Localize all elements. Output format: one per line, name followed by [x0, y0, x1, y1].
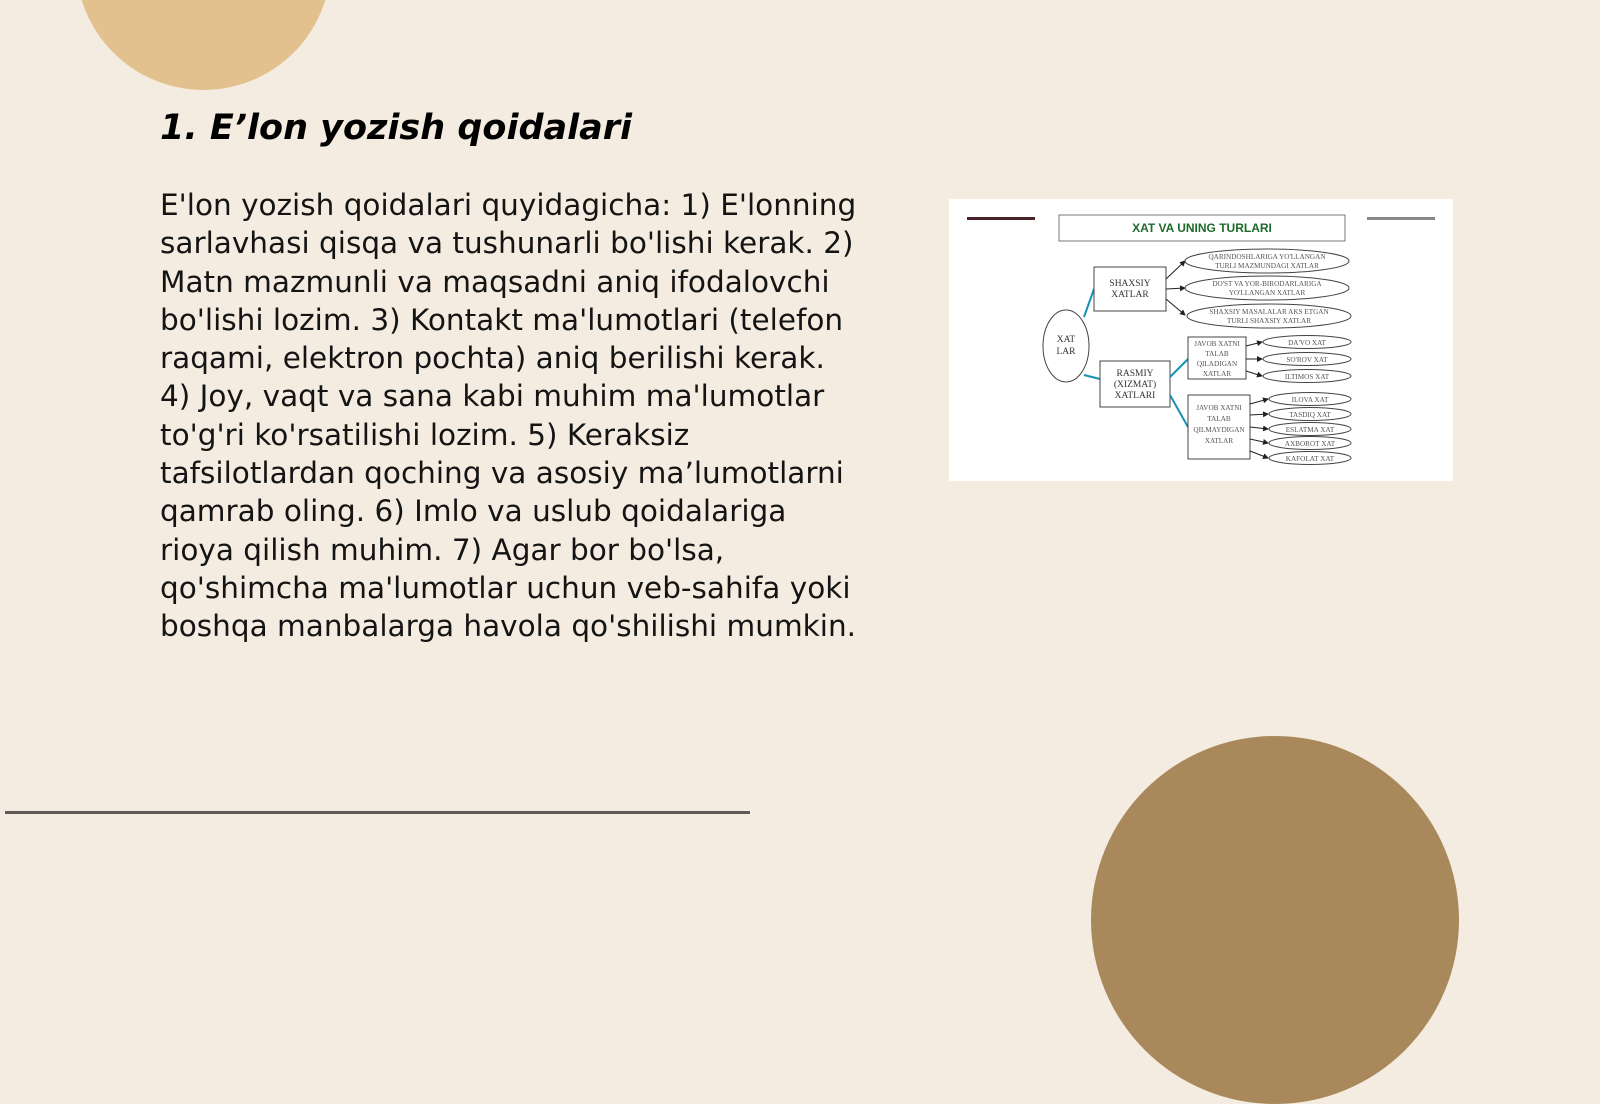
diagram-arrow [1250, 399, 1268, 404]
diagram-root-label-1: XAT [1056, 335, 1076, 345]
diagram-leaf-text: SO'ROV XAT [1286, 356, 1328, 364]
diagram-arrow [1250, 427, 1268, 429]
diagram-noreply-label: JAVOB XATNI [1196, 404, 1242, 412]
diagram-connector [1170, 395, 1188, 427]
diagram-corner-bar-right [1367, 217, 1435, 220]
diagram-noreply-label: XATLAR [1204, 437, 1234, 445]
diagram-leaf-text: TASDIQ XAT [1289, 411, 1331, 419]
diagram-arrow [1250, 414, 1268, 415]
diagram-connector [1170, 359, 1188, 377]
diagram-leaf-text: TURLI MAZMUNDAGI XATLAR [1215, 262, 1319, 270]
diagram-personal-label-2: XATLAR [1111, 290, 1149, 300]
diagram-leaf-text: ESLATMA XAT [1285, 426, 1335, 434]
diagram-arrow [1166, 261, 1185, 279]
diagram-corner-bar-left [967, 217, 1035, 220]
diagram-reply-label: TALAB [1205, 350, 1229, 358]
diagram-leaf-text: ILTIMOS XAT [1284, 373, 1330, 381]
diagram-reply-label: XATLAR [1202, 370, 1232, 378]
diagram-arrow [1250, 439, 1268, 443]
horizontal-divider [5, 811, 750, 814]
diagram-noreply-label: QILMAYDIGAN [1193, 426, 1245, 434]
decorative-circle-top [76, 0, 331, 90]
diagram-official-label-2: (XIZMAT) [1113, 380, 1157, 390]
diagram-arrow [1166, 288, 1185, 289]
diagram-arrow [1166, 299, 1185, 315]
diagram-root-label-2: LAR [1056, 347, 1076, 357]
diagram-arrow [1246, 371, 1262, 376]
diagram-noreply-label: TALAB [1207, 415, 1231, 423]
diagram-leaf-text: QARINDOSHLARIGA YO'LLANGAN [1208, 253, 1326, 261]
diagram-leaf-text: DA'VO XAT [1288, 339, 1326, 347]
diagram-leaf-text: SHAXSIY MASALALAR AKS ETGAN [1209, 308, 1329, 316]
diagram-reply-label: JAVOB XATNI [1194, 340, 1240, 348]
diagram-leaf-text: AXBOROT XAT [1284, 440, 1336, 448]
diagram-root-node [1043, 310, 1089, 382]
diagram-personal-label-1: SHAXSIY [1109, 279, 1151, 289]
diagram-leaf-text: KAFOLAT XAT [1285, 455, 1335, 463]
slide-body-text: E'lon yozish qoidalari quyidagicha: 1) E'lonning sarlavhasi qisqa va tushunarli bo'lishi kerak. 2) Matn mazmunli va maqsadni aniq ifodalovchi bo'lishi lozim. 3) Kontakt ma'lumotlari (telefon raqami, elektron pochta) aniq berilishi kerak. 4) Joy, vaqt va sana kabi muhim ma'lumotlar to'g'ri ko'rsatilishi lozim. 5) Keraksiz tafsilotlardan qoching va asosiy ma’lumotlarni qamrab oling. 6) Imlo va uslub qoidalariga rioya qilish muhim. 7) Agar bor bo'lsa, qo'shimcha ma'lumotlar uchun veb-sahifa yoki boshqa manbalarga havola qo'shilishi mumkin. [160, 188, 857, 644]
letter-types-diagram [949, 199, 1453, 481]
diagram-reply-label: QILADIGAN [1196, 360, 1238, 368]
decorative-circle-bottom [1091, 736, 1459, 1104]
diagram-leaf-text: ILOVA XAT [1291, 396, 1329, 404]
diagram-official-label-1: RASMIY [1116, 369, 1154, 379]
diagram-leaf-text: DO'ST VA YOR-BIRODARLARIGA [1212, 280, 1322, 288]
diagram-official-label-3: XATLARI [1114, 391, 1156, 401]
diagram-leaf-text: TURLI SHAXSIY XATLAR [1227, 317, 1311, 325]
slide-title: 1. E’lon yozish qoidalari [160, 108, 632, 148]
diagram-leaf-text: YO'LLANGAN XATLAR [1228, 289, 1306, 297]
diagram-arrow [1246, 342, 1262, 346]
diagram-connector [1084, 289, 1094, 317]
diagram-node-personal [1094, 267, 1166, 311]
diagram-title: XAT VA UNING TURLARI [1132, 221, 1272, 235]
diagram-arrow [1250, 451, 1268, 458]
diagram-connector [1084, 375, 1100, 379]
